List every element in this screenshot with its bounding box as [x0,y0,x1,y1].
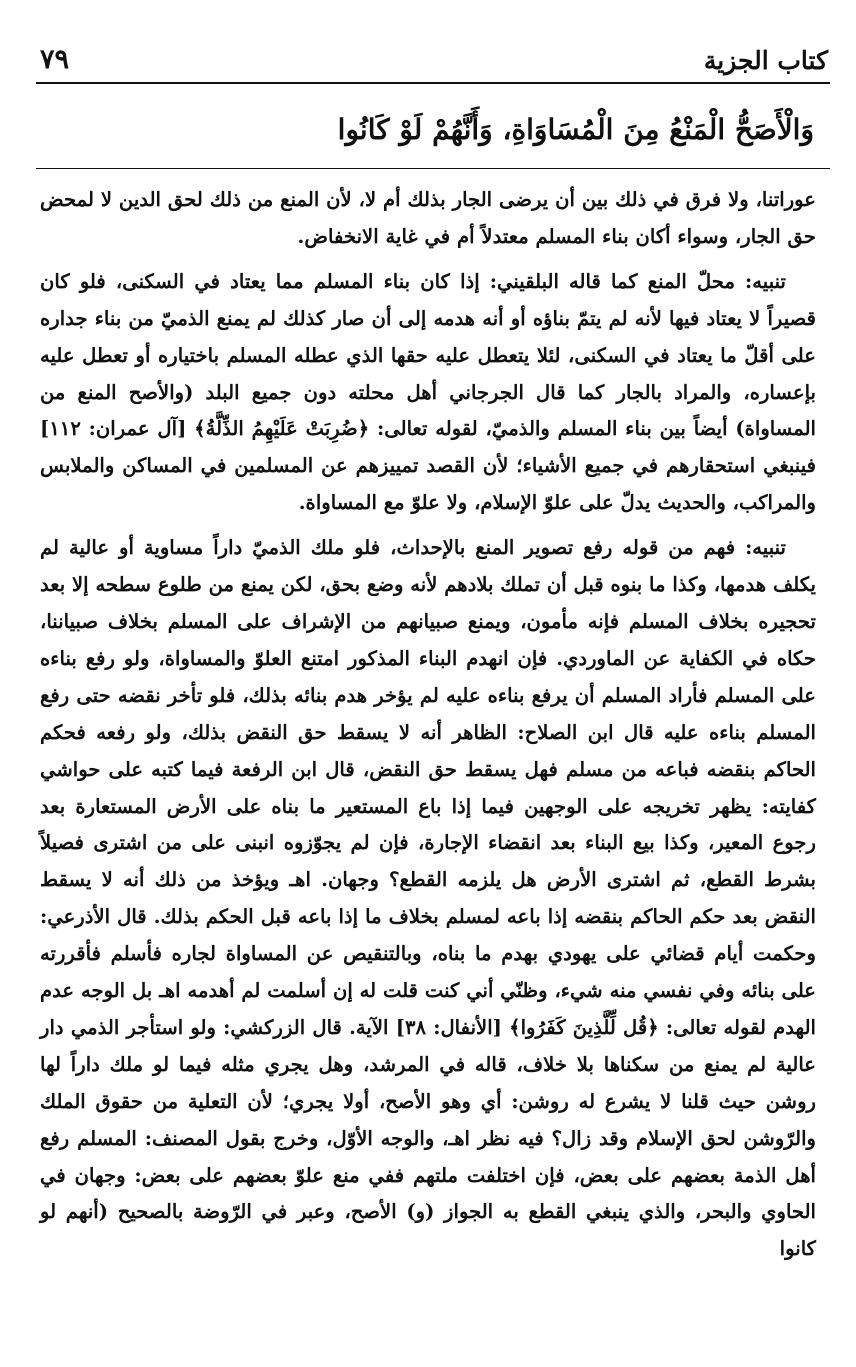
paragraph: تنبيه: فهم من قوله رفع تصوير المنع بالإحداث، فلو ملك الذميّ داراً مساوية أو عالية لم يكلف هدمها، وكذا ما بنوه قبل أن تملك بلادهم لأنه وضع بحق، لكن يمنع من طلوع سطحه إلا بعد تحجيره بخلاف المسلم فإنه مأمون، ويمنع صبيانهم من الإشراف على المسلم بخلاف صبياننا، حكاه في الكفاية عن الماوردي. فإن انهدم البناء المذكور امتنع العلوّ والمساواة، ولو رفع بناءه على المسلم فأراد المسلم أن يرفع بناءه عليه لم يؤخر هدم بنائه بذلك، فلو تأخر نقضه حتى رفع المسلم بناءه عليه قال ابن الصلاح: الظاهر أنه لا يسقط حق النقض بذلك، ولو رفعه فحكم الحاكم بنقضه فباعه من مسلم فهل يسقط حق النقض، قال ابن الرفعة فيما كتبه على حواشي كفايته: يظهر تخريجه على الوجهين فيما إذا باع المستعير ما بناه على الأرض المستعارة بعد رجوع المعير، وكذا بيع البناء بعد انقضاء الإجارة، فإن لم يجوّزوه انبنى على من اشترى فصيلاً بشرط القطع، ثم اشترى الأرض هل يلزمه القطع؟ وجهان. اهـ ويؤخذ من ذلك أنه لا يسقط النقض بعد حكم الحاكم بنقضه إذا باعه لمسلم بخلاف ما إذا باعه قبل الحكم بذلك. قال الأذرعي: وحكمت أيام قضائي على يهودي بهدم ما بناه، وبالتنقيص عن المساواة لجاره فأسلم فأقررته على بنائه وفي نفسي منه شيء، وظنّي أني كنت قلت له إن أسلمت لم أهدمه اهـ بل الوجه عدم الهدم لقوله تعالى: ﴿قُل لِّلَّذِينَ كَفَرُوا﴾ [الأنفال: ٣٨] الآية. قال الزركشي: ولو استأجر الذمي دار عالية لم يمنع من سكناها بلا خلاف، قاله في المرشد، وهل يجري مثله فيما لو ملك داراً لها روشن حيث قلنا لا يشرع له روشن: أي وهو الأصح، أولا يجري؛ لأن التعلية من حقوق الملك والرّوشن لحق الإسلام وقد زال؟ فيه نظر اهـ، والوجه الأوّل، وخرج بقول المصنف: المسلم رفع أهل الذمة بعضهم على بعض، فإن اختلفت ملتهم ففي منع علوّ بعضهم على بعض: وجهان في الحاوي والبحر، والذي ينبغي القطع به الجواز (و) الأصح، وعبر في الرّوضة بالصحيح (أنهم لو كانوا [40,536,816,1261]
chapter-title: كتاب الجزية [703,46,828,75]
paragraph: تنبيه: محلّ المنع كما قاله البلقيني: إذا كان بناء المسلم مما يعتاد في السكنى، فلو كان قصيراً لا يعتاد فيها لأنه لم يتمّ بناؤه أو أنه هدمه إلى أن صار كذلك لم يمنع الذميّ من بناء جداره على أقلّ ما يعتاد في السكنى، لئلا يتعطل عليه حقها الذي عطله المسلم باختياره أو تعطل عليه بإعساره، والمراد بالجار كما قال الجرجاني أهل محلته دون جميع البلد (والأصح المنع من المساواة) أيضاً بين بناء المسلم والذميّ، لقوله تعالى: ﴿ضُرِبَتْ عَلَيْهِمُ الذِّلَّةُ﴾ [آل عمران: ١١٢] فينبغي استحقارهم في جميع الأشياء؛ لأن القصد تمييزهم عن المسلمين في المساكن والملابس والمراكب، والحديث يدلّ على علوّ الإسلام، ولا علوّ مع المساواة. [40,269,816,515]
page-number: ٧٩ [40,44,70,75]
header-rule [36,82,830,84]
paragraph: عوراتنا، ولا فرق في ذلك بين أن يرضى الجار بذلك أم لا، لأن المنع من ذلك لحق الدين لا لمحض حق الجار، وسواء أكان بناء المسلم معتدلاً أم في غاية الانخفاض. [40,188,816,248]
matn-text: وَالْأَصَحُّ الْمَنْعُ مِنَ الْمُسَاوَاةِ، وَأَنَّهُمْ لَوْ كَانُوا [337,113,814,146]
running-header [38,38,830,84]
matn-rule [36,168,830,169]
commentary-body [40,182,816,1276]
